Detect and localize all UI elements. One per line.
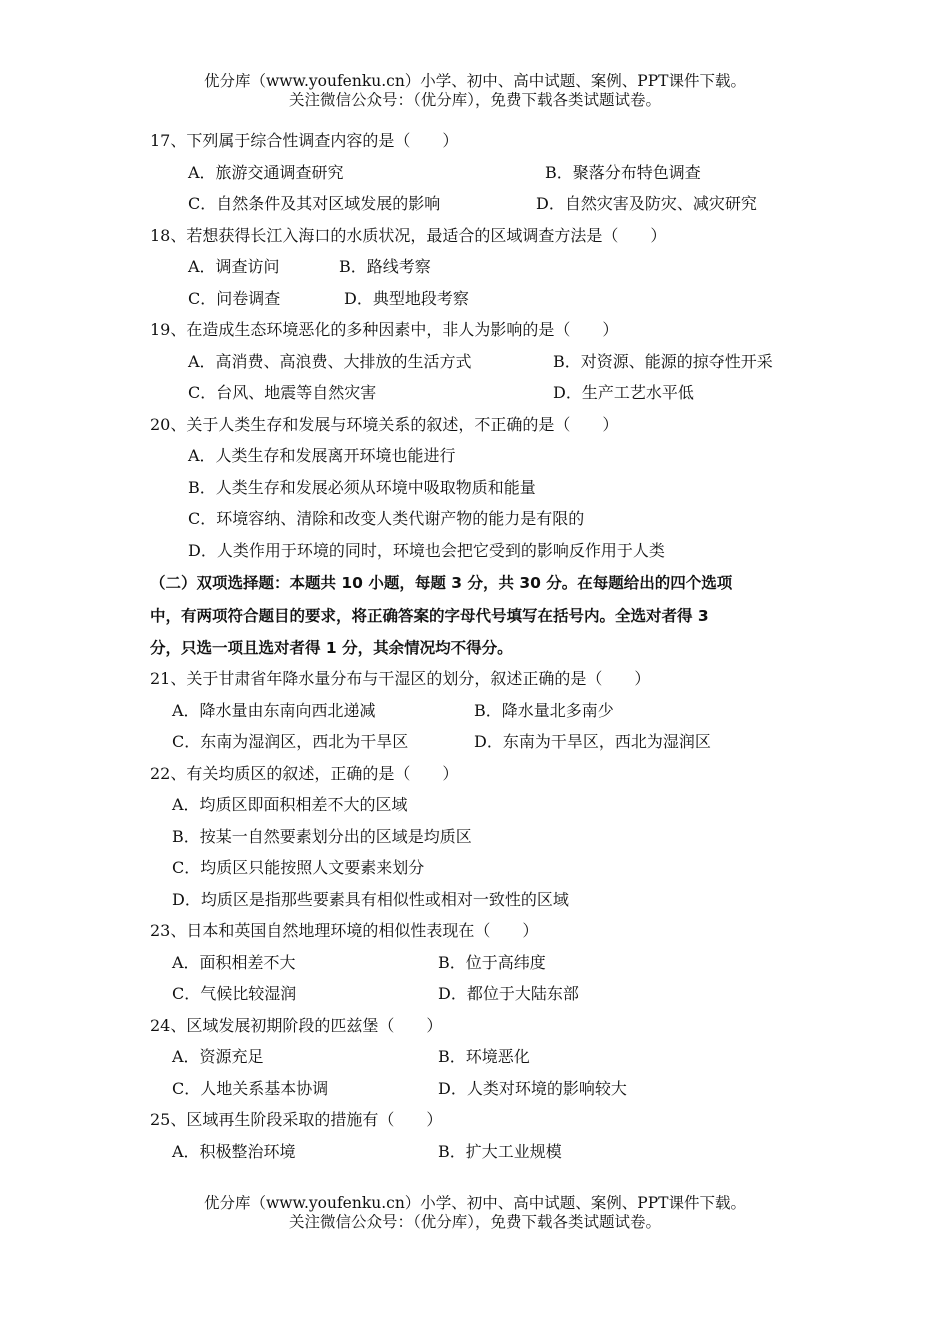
section2-instructions-line-1: （二）双项选择题：本题共 10 小题，每题 3 分，共 30 分。在每题给出的四个选项 (150, 574, 733, 592)
q23-option-d: D．都位于大陆东部 (438, 984, 579, 1003)
q24-option-c: C．人地关系基本协调 (172, 1079, 329, 1098)
section2-instructions-line-3: 分，只选一项且选对者得 1 分，其余情况均不得分。 (150, 639, 513, 657)
q20-option-b: B．人类生存和发展必须从环境中吸取物质和能量 (188, 478, 536, 497)
q25-option-b: B．扩大工业规模 (438, 1142, 562, 1161)
q20-option-d: D．人类作用于环境的同时，环境也会把它受到的影响反作用于人类 (188, 541, 665, 560)
q21-option-b: B．降水量北多南少 (474, 701, 614, 720)
q24-option-a: A．资源充足 (172, 1047, 264, 1066)
q22-option-b: B．按某一自然要素划分出的区域是均质区 (172, 827, 472, 846)
q18-option-b: B．路线考察 (339, 257, 431, 276)
q19-option-b: B．对资源、能源的掠夺性开采 (553, 352, 773, 371)
q23-option-a: A．面积相差不大 (172, 953, 296, 972)
q20-option-c: C．环境容纳、清除和改变人类代谢产物的能力是有限的 (188, 509, 585, 528)
q19-option-d: D．生产工艺水平低 (553, 383, 694, 402)
page-header (0, 72, 950, 110)
q24-option-d: D．人类对环境的影响较大 (438, 1079, 627, 1098)
q17-stem: 17、下列属于综合性调查内容的是（ ） (150, 131, 459, 150)
q22-option-d: D．均质区是指那些要素具有相似性或相对一致性的区域 (172, 890, 569, 909)
q25-stem: 25、区域再生阶段采取的措施有（ ） (150, 1110, 443, 1129)
q19-option-c: C．台风、地震等自然灾害 (188, 383, 377, 402)
page-footer (0, 1194, 950, 1232)
q23-option-b: B．位于高纬度 (438, 953, 546, 972)
q19-stem: 19、在造成生态环境恶化的多种因素中，非人为影响的是（ ） (150, 320, 619, 339)
q17-option-c: C．自然条件及其对区域发展的影响 (188, 194, 441, 213)
q18-option-a: A．调查访问 (188, 257, 280, 276)
header-line-1: 优分库（www.youfenku.cn）小学、初中、高中试题、案例、PPT课件下载。 (203, 72, 747, 90)
q23-option-c: C．气候比较湿润 (172, 984, 297, 1003)
q25-option-a: A．积极整治环境 (172, 1142, 296, 1161)
q20-stem: 20、关于人类生存和发展与环境关系的叙述，不正确的是（ ） (150, 415, 619, 434)
q22-option-c: C．均质区只能按照人文要素来划分 (172, 858, 425, 877)
q21-option-a: A．降水量由东南向西北递减 (172, 701, 376, 720)
q18-option-d: D．典型地段考察 (344, 289, 469, 308)
q18-option-c: C．问卷调查 (188, 289, 281, 308)
section2-instructions-line-2: 中，有两项符合题目的要求，将正确答案的字母代号填写在括号内。全选对者得 3 (150, 607, 709, 625)
footer-line-1: 优分库（www.youfenku.cn）小学、初中、高中试题、案例、PPT课件下载。 (203, 1194, 747, 1212)
q22-stem: 22、有关均质区的叙述，正确的是（ ） (150, 764, 459, 783)
q24-stem: 24、区域发展初期阶段的匹兹堡（ ） (150, 1016, 443, 1035)
q20-option-a: A．人类生存和发展离开环境也能进行 (188, 446, 456, 465)
q19-option-a: A．高消费、高浪费、大排放的生活方式 (188, 352, 472, 371)
q21-stem: 21、关于甘肃省年降水量分布与干湿区的划分，叙述正确的是（ ） (150, 669, 651, 688)
header-line-2: 关注微信公众号：（优分库），免费下载各类试题试卷。 (288, 91, 661, 109)
q21-option-d: D．东南为干旱区，西北为湿润区 (474, 732, 711, 751)
q24-option-b: B．环境恶化 (438, 1047, 530, 1066)
q18-stem: 18、若想获得长江入海口的水质状况，最适合的区域调查方法是（ ） (150, 226, 667, 245)
q21-option-c: C．东南为湿润区，西北为干旱区 (172, 732, 409, 751)
q17-option-d: D．自然灾害及防灾、减灾研究 (536, 194, 757, 213)
q17-option-a: A．旅游交通调查研究 (188, 163, 344, 182)
q22-option-a: A．均质区即面积相差不大的区域 (172, 795, 408, 814)
q23-stem: 23、日本和英国自然地理环境的相似性表现在（ ） (150, 921, 539, 940)
q17-option-b: B．聚落分布特色调查 (545, 163, 701, 182)
footer-line-2: 关注微信公众号：（优分库），免费下载各类试题试卷。 (288, 1213, 661, 1231)
